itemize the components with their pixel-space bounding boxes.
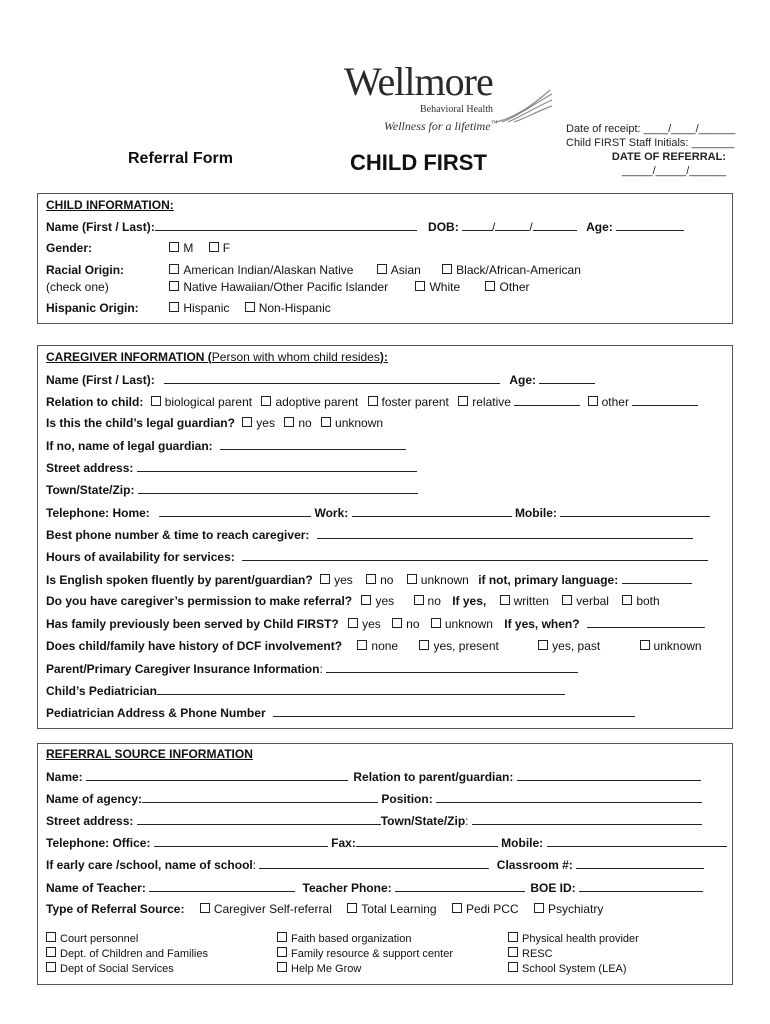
caregiver-town-field[interactable] xyxy=(138,482,418,494)
gender-f-label: F xyxy=(222,241,231,255)
permission-both-checkbox[interactable] xyxy=(622,595,632,605)
permission-question: Do you have caregiver’s permission to make referral? xyxy=(46,594,353,608)
permission-yes-label: yes xyxy=(375,594,395,608)
gender-m-label: M xyxy=(183,241,194,255)
referrer-town-field[interactable] xyxy=(472,813,702,825)
english-no-checkbox[interactable] xyxy=(366,574,376,584)
hispanic-checkbox[interactable] xyxy=(169,302,179,312)
caregiver-name-field[interactable] xyxy=(164,372,500,384)
caregiver-information-section xyxy=(37,345,733,729)
rel-foster-label: foster parent xyxy=(381,395,449,409)
list-item[interactable]: RESC xyxy=(508,947,639,962)
best-phone-label: Best phone number & time to reach caregiver: xyxy=(46,528,310,542)
referrer-name-field[interactable] xyxy=(86,769,348,781)
tel-work-field[interactable] xyxy=(352,505,512,517)
child-age-label: Age: xyxy=(586,220,613,234)
list-item[interactable]: Court personnel xyxy=(46,932,208,947)
referrer-name-label: Name: xyxy=(46,770,83,784)
referral-options-column-1 xyxy=(46,932,208,977)
referrer-street-field[interactable] xyxy=(137,813,381,825)
race-native-hawaiian-label: Native Hawaiian/Other Pacific Islander xyxy=(183,280,389,294)
dob-month-field[interactable] xyxy=(462,219,492,231)
school-label: If early care /school, name of school xyxy=(46,858,253,872)
referral-options-column-3 xyxy=(508,932,639,977)
permission-verbal-checkbox[interactable] xyxy=(562,595,572,605)
pediatrician-field[interactable] xyxy=(157,683,565,695)
gender-f-checkbox[interactable] xyxy=(209,242,219,252)
type-psychiatry-checkbox[interactable] xyxy=(534,903,544,913)
rel-adoptive-label: adoptive parent xyxy=(275,395,359,409)
guardian-no-label: no xyxy=(298,416,312,430)
referrer-fax-label: Fax: xyxy=(331,836,356,850)
caregiver-heading: CAREGIVER INFORMATION (Person with whom child resides): xyxy=(46,350,388,364)
receipt-block xyxy=(566,122,736,178)
permission-if-yes-label: If yes, xyxy=(452,594,487,608)
dcf-unknown-label: unknown xyxy=(653,639,702,653)
referrer-town-colon: : xyxy=(465,814,469,828)
hispanic-label: Hispanic xyxy=(183,301,230,315)
pediatrician-label: Child’s Pediatrician xyxy=(46,684,157,698)
race-asian-label: Asian xyxy=(390,263,421,277)
referrer-relation-label: Relation to parent/guardian: xyxy=(353,770,514,784)
caregiver-street-label: Street address: xyxy=(46,461,134,475)
race-black-label: Black/African-American xyxy=(456,263,581,277)
referral-form-title: Referral Form xyxy=(128,150,233,167)
type-total-learning-label: Total Learning xyxy=(361,902,437,916)
list-item[interactable]: Help Me Grow xyxy=(277,962,453,977)
teacher-name-label: Name of Teacher: xyxy=(46,881,146,895)
type-pedi-pcc-label: Pedi PCC xyxy=(465,902,519,916)
child-first-title: CHILD FIRST xyxy=(350,150,487,175)
tel-mobile-label: Mobile: xyxy=(514,506,557,520)
served-unknown-checkbox[interactable] xyxy=(431,618,441,628)
guardian-name-label: If no, name of legal guardian: xyxy=(46,439,213,453)
caregiver-age-field[interactable] xyxy=(539,372,595,384)
race-white-label: White xyxy=(429,280,461,294)
school-colon: : xyxy=(252,858,257,872)
permission-verbal-label: verbal xyxy=(576,594,609,608)
caregiver-age-label: Age: xyxy=(509,373,537,387)
referrer-mobile-label: Mobile: xyxy=(501,836,544,850)
primary-language-label: if not, primary language: xyxy=(478,573,619,587)
rel-relative-label: relative xyxy=(472,395,511,409)
referrer-mobile-field[interactable] xyxy=(547,835,727,847)
race-black-checkbox[interactable] xyxy=(442,264,452,274)
permission-both-label: both xyxy=(636,594,660,608)
teacher-phone-field[interactable] xyxy=(395,880,525,892)
english-unknown-label: unknown xyxy=(420,573,469,587)
served-no-checkbox[interactable] xyxy=(392,618,402,628)
referral-source-section xyxy=(37,743,733,985)
dcf-none-label: none xyxy=(371,639,399,653)
boe-id-field[interactable] xyxy=(579,880,703,892)
position-field[interactable] xyxy=(436,791,702,803)
guardian-yes-label: yes xyxy=(256,416,275,430)
rel-foster-checkbox[interactable] xyxy=(368,396,378,406)
referral-options-column-2 xyxy=(277,932,453,977)
rel-relative-field[interactable] xyxy=(514,394,580,406)
rel-adoptive-checkbox[interactable] xyxy=(261,396,271,406)
guardian-unknown-label: unknown xyxy=(335,416,384,430)
english-yes-checkbox[interactable] xyxy=(320,574,330,584)
guardian-yes-checkbox[interactable] xyxy=(242,417,252,427)
type-self-referral-label: Caregiver Self-referral xyxy=(213,902,332,916)
english-question: Is English spoken fluently by parent/guardian? xyxy=(46,573,313,587)
child-information-section: CHILD INFORMATION: Name (First / Last): DOB: / / Age: Gender: M F Racial Origin: American Indian/Alaskan Native Asian Black/African-American (check one) Native Hawaiian/Other Pacific Islander White Other Hispanic Origin: Hispanic Non-Hispanic xyxy=(37,193,733,324)
child-age-field[interactable] xyxy=(616,219,684,231)
referrer-office-label: Telephone: Office: xyxy=(46,836,151,850)
classroom-label: Classroom #: xyxy=(496,858,573,872)
list-item[interactable]: Dept of Social Services xyxy=(46,962,208,977)
referrer-street-label: Street address: xyxy=(46,814,134,828)
guardian-no-checkbox[interactable] xyxy=(284,417,294,427)
date-of-referral-blank: _____/_____/______ xyxy=(622,165,726,177)
hispanic-origin-label: Hispanic Origin: xyxy=(46,301,139,315)
served-unknown-label: unknown xyxy=(444,617,493,631)
logo-tagline: Wellness for a lifetime™ xyxy=(384,119,498,133)
race-american-indian-label: American Indian/Alaskan Native xyxy=(183,263,354,277)
racial-origin-label: Racial Origin: xyxy=(46,263,125,277)
racial-origin-hint: (check one) xyxy=(46,280,109,294)
type-psychiatry-label: Psychiatry xyxy=(547,902,604,916)
date-of-referral-label: DATE OF REFERRAL: xyxy=(611,151,726,163)
caregiver-street-field[interactable] xyxy=(137,460,417,472)
served-when-field[interactable] xyxy=(587,616,705,628)
staff-initials: Child FIRST Staff Initials: _______ xyxy=(566,137,735,149)
referrer-office-field[interactable] xyxy=(154,835,328,847)
list-item[interactable]: Dept. of Children and Families xyxy=(46,947,208,962)
hours-field[interactable] xyxy=(242,549,708,561)
referral-source-heading: REFERRAL SOURCE INFORMATION xyxy=(46,747,253,761)
race-other-label: Other xyxy=(499,280,530,294)
rel-other-label: other xyxy=(601,395,629,409)
insurance-label: Parent/Primary Caregiver Insurance Information xyxy=(46,662,320,676)
logo xyxy=(344,58,544,138)
rel-biological-checkbox[interactable] xyxy=(151,396,161,406)
logo-wordmark: Wellmore xyxy=(344,59,493,104)
dcf-question: Does child/family have history of DCF involvement? xyxy=(46,639,343,653)
type-pedi-pcc-checkbox[interactable] xyxy=(452,903,462,913)
race-asian-checkbox[interactable] xyxy=(377,264,387,274)
referrer-town-label: Town/State/Zip xyxy=(380,814,466,828)
agency-field[interactable] xyxy=(142,791,378,803)
boe-id-label: BOE ID: xyxy=(530,881,576,895)
tel-mobile-field[interactable] xyxy=(560,505,710,517)
tel-home-label: Telephone: Home: xyxy=(46,506,150,520)
dcf-none-checkbox[interactable] xyxy=(357,640,367,650)
served-yes-checkbox[interactable] xyxy=(348,618,358,628)
english-yes-label: yes xyxy=(334,573,353,587)
non-hispanic-checkbox[interactable] xyxy=(245,302,255,312)
permission-written-checkbox[interactable] xyxy=(500,595,510,605)
date-of-receipt: Date of receipt: ____/____/______ xyxy=(566,123,736,135)
teacher-name-field[interactable] xyxy=(149,880,295,892)
list-item[interactable]: Physical health provider xyxy=(508,932,639,947)
race-white-checkbox[interactable] xyxy=(415,281,425,291)
referrer-fax-field[interactable] xyxy=(356,835,498,847)
dcf-yes-past-label: yes, past xyxy=(552,639,601,653)
caregiver-town-label: Town/State/Zip: xyxy=(46,483,135,497)
served-yes-label: yes xyxy=(362,617,381,631)
dcf-yes-present-checkbox[interactable] xyxy=(419,640,429,650)
insurance-field[interactable] xyxy=(326,661,578,673)
position-label: Position: xyxy=(381,792,433,806)
teacher-phone-label: Teacher Phone: xyxy=(302,881,392,895)
guardian-unknown-checkbox[interactable] xyxy=(321,417,331,427)
rel-relative-checkbox[interactable] xyxy=(458,396,468,406)
race-other-checkbox[interactable] xyxy=(485,281,495,291)
permission-no-checkbox[interactable] xyxy=(414,595,424,605)
served-when-label: If yes, when? xyxy=(504,617,580,631)
dob-label: DOB: xyxy=(428,220,459,234)
tel-home-field[interactable] xyxy=(159,505,311,517)
list-item[interactable]: Faith based organization xyxy=(277,932,453,947)
referrer-relation-field[interactable] xyxy=(517,769,701,781)
dcf-yes-present-label: yes, present xyxy=(433,639,499,653)
primary-language-field[interactable] xyxy=(622,572,692,584)
english-unknown-checkbox[interactable] xyxy=(407,574,417,584)
legal-guardian-question: Is this the child’s legal guardian? xyxy=(46,416,235,430)
permission-no-label: no xyxy=(427,594,441,608)
rel-biological-label: biological parent xyxy=(164,395,253,409)
pediatrician-address-label: Pediatrician Address & Phone Number xyxy=(46,706,266,720)
dob-day-field[interactable] xyxy=(495,219,529,231)
referral-type-label: Type of Referral Source: xyxy=(46,902,185,916)
list-item[interactable]: Family resource & support center xyxy=(277,947,453,962)
race-native-hawaiian-checkbox[interactable] xyxy=(169,281,179,291)
leaf-swoosh-icon xyxy=(494,88,554,124)
english-no-label: no xyxy=(380,573,394,587)
permission-yes-checkbox[interactable] xyxy=(361,595,371,605)
child-name-field[interactable] xyxy=(155,219,417,231)
dcf-unknown-checkbox[interactable] xyxy=(640,640,650,650)
race-american-indian-checkbox[interactable] xyxy=(169,264,179,274)
type-total-learning-checkbox[interactable] xyxy=(347,903,357,913)
guardian-name-field[interactable] xyxy=(220,438,406,450)
classroom-field[interactable] xyxy=(576,857,704,869)
served-no-label: no xyxy=(406,617,420,631)
dcf-yes-past-checkbox[interactable] xyxy=(538,640,548,650)
insurance-colon: : xyxy=(319,662,323,676)
relation-label: Relation to child: xyxy=(46,395,144,409)
rel-other-field[interactable] xyxy=(632,394,698,406)
type-self-referral-checkbox[interactable] xyxy=(200,903,210,913)
pediatrician-address-field[interactable] xyxy=(273,705,635,717)
served-question: Has family previously been served by Child FIRST? xyxy=(46,617,339,631)
caregiver-name-label: Name (First / Last): xyxy=(46,373,155,387)
tel-work-label: Work: xyxy=(314,506,349,520)
rel-other-checkbox[interactable] xyxy=(588,396,598,406)
child-info-heading: CHILD INFORMATION: xyxy=(46,198,174,212)
agency-label: Name of agency: xyxy=(46,792,143,806)
logo-subtitle: Behavioral Health xyxy=(420,104,494,115)
non-hispanic-label: Non-Hispanic xyxy=(258,301,331,315)
child-name-label: Name (First / Last): xyxy=(46,220,155,234)
permission-written-label: written xyxy=(513,594,549,608)
gender-label: Gender: xyxy=(46,241,93,255)
school-field[interactable] xyxy=(259,857,489,869)
hours-label: Hours of availability for services: xyxy=(46,550,235,564)
gender-m-checkbox[interactable] xyxy=(169,242,179,252)
best-phone-field[interactable] xyxy=(317,527,693,539)
dob-year-field[interactable] xyxy=(533,219,577,231)
list-item[interactable]: School System (LEA) xyxy=(508,962,639,977)
